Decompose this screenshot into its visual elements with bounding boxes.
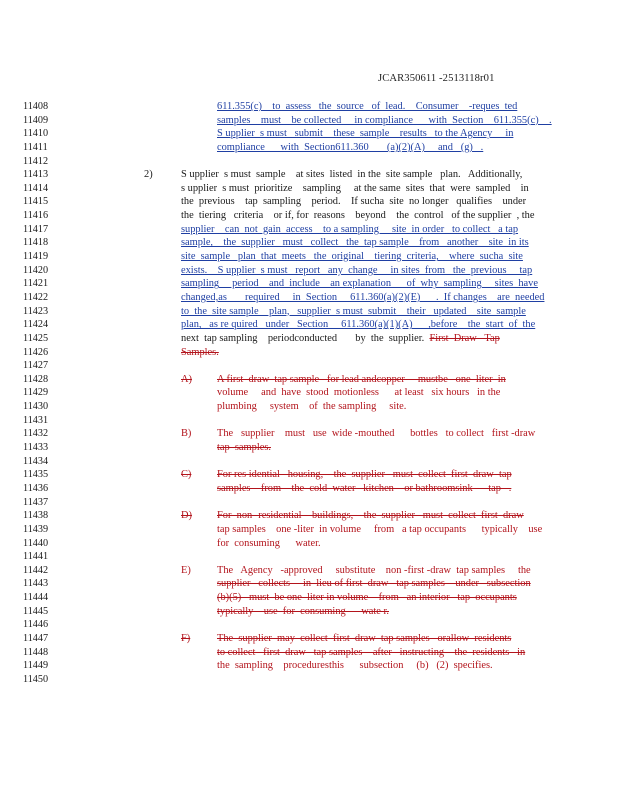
- document-line: [0, 400, 618, 414]
- line-number: 11419: [23, 251, 49, 263]
- document-line: [0, 496, 618, 510]
- document-line: [0, 441, 618, 455]
- line-number: 11414: [23, 182, 49, 194]
- body-text: tap samples one -liter in volume from a tap occupants typically use: [217, 523, 543, 535]
- document-line: [0, 346, 618, 360]
- line-number: 11449: [23, 660, 49, 672]
- line-text: [181, 168, 522, 182]
- line-number: 11413: [23, 169, 49, 181]
- line-number: 11436: [23, 482, 49, 494]
- line-number: 11429: [23, 387, 49, 399]
- line-text: [181, 182, 529, 196]
- line-text: [217, 605, 389, 619]
- line-number: 11433: [23, 442, 49, 454]
- line-text: [217, 114, 552, 128]
- line-text: [181, 291, 544, 305]
- list-marker: F): [181, 632, 191, 644]
- line-text: [217, 386, 500, 400]
- line-number: 11412: [23, 155, 49, 167]
- document-line: [0, 168, 618, 182]
- line-text: [181, 346, 219, 360]
- document-line: [0, 591, 618, 605]
- line-number: 11420: [23, 264, 49, 276]
- body-text: The supplier must use wide -mouthed bottles to collect first -draw: [217, 428, 536, 440]
- inserted-text: changed,as required in Section 611.360(a)(2)(E) . If changes are needed: [181, 291, 545, 303]
- document-body: [0, 100, 618, 687]
- line-number: 11435: [23, 469, 49, 481]
- body-text: next tap sampling periodconducted by the supplier.: [181, 332, 430, 344]
- line-number: 11448: [23, 646, 49, 658]
- line-number: 11426: [23, 346, 49, 358]
- line-number: 11416: [23, 210, 49, 222]
- document-line: [0, 509, 618, 523]
- inserted-text: exists. S upplier s must report any change in sites from the previous tap: [181, 264, 533, 276]
- line-number: 11437: [23, 496, 49, 508]
- inserted-text: to the site sample plan, supplier s must submit their updated site sample: [181, 305, 526, 317]
- line-text: [217, 646, 525, 660]
- line-number: 11410: [23, 128, 49, 140]
- document-line: [0, 114, 618, 128]
- line-text: [181, 223, 518, 237]
- deleted-text: typically use for consuming wate r.: [217, 605, 389, 617]
- body-text: for consuming water.: [217, 537, 321, 549]
- document-line: [0, 605, 618, 619]
- line-text: [181, 195, 526, 209]
- list-marker: 2): [144, 169, 153, 181]
- line-text: [217, 564, 531, 578]
- deleted-text: supplier collects in lieu of first draw tap samples under subsection: [217, 578, 531, 590]
- list-marker: C): [181, 469, 192, 481]
- document-line: [0, 414, 618, 428]
- line-text: [181, 332, 500, 346]
- document-line: [0, 632, 618, 646]
- line-number: 11441: [23, 551, 49, 563]
- document-line: [0, 359, 618, 373]
- deleted-text: samples from the cold water kitchen or bathroomsink tap .: [217, 482, 512, 494]
- line-number: 11408: [23, 101, 49, 112]
- line-number: 11431: [23, 414, 49, 426]
- line-number: 11445: [23, 605, 49, 617]
- line-text: [217, 373, 506, 387]
- line-text: [181, 236, 529, 250]
- line-number: 11438: [23, 510, 49, 522]
- line-number: 11450: [23, 673, 49, 685]
- line-number: 11424: [23, 319, 49, 331]
- body-text: volume and have stood motionless at least six hours in the: [217, 387, 501, 399]
- line-number: 11430: [23, 401, 49, 413]
- document-line: [0, 236, 618, 250]
- document-line: [0, 182, 618, 196]
- inserted-text: compliance with Section611.360 (a)(2)(A) and (g) .: [217, 141, 484, 153]
- line-number: 11442: [23, 564, 49, 576]
- inserted-text: S upplier s must submit these sample results to the Agency in: [217, 128, 514, 140]
- line-number: 11411: [23, 141, 48, 153]
- document-line: [0, 427, 618, 441]
- line-text: [217, 400, 406, 414]
- line-number: 11444: [23, 592, 49, 604]
- line-text: [181, 318, 535, 332]
- body-text: plumbing system of the sampling site.: [217, 401, 407, 413]
- line-text: [217, 441, 271, 455]
- line-text: [181, 250, 523, 264]
- document-line: [0, 537, 618, 551]
- line-text: [217, 509, 524, 523]
- inserted-text: sample, the supplier must collect the tap sample from another site in its: [181, 237, 529, 249]
- list-marker: B): [181, 428, 192, 440]
- line-text: [181, 209, 534, 223]
- document-line: [0, 250, 618, 264]
- document-line: [0, 277, 618, 291]
- line-number: 11421: [23, 278, 49, 290]
- document-line: [0, 386, 618, 400]
- document-line: [0, 618, 618, 632]
- deleted-text: A first draw tap sample for lead andcopper mustbe one liter in: [217, 373, 506, 385]
- line-text: [181, 264, 532, 278]
- list-marker: E): [181, 564, 191, 576]
- line-number: 11418: [23, 237, 49, 249]
- line-number: 11434: [23, 455, 49, 467]
- line-number: 11409: [23, 114, 49, 126]
- line-text: [217, 468, 512, 482]
- document-line: [0, 673, 618, 687]
- document-line: [0, 332, 618, 346]
- line-text: [181, 305, 526, 319]
- inserted-text: 611.355(c) to assess the source of lead. Consumer -reques ted: [217, 101, 518, 112]
- deleted-text: The supplier may collect first draw tap samples orallow residents: [217, 632, 512, 644]
- line-text: [217, 523, 542, 537]
- line-text: [181, 277, 538, 291]
- line-number: 11432: [23, 428, 49, 440]
- line-number: 11443: [23, 578, 49, 590]
- document-line: [0, 209, 618, 223]
- body-text: s upplier s must prioritize sampling at the same sites that were sampled in: [181, 182, 529, 194]
- list-marker: D): [181, 510, 192, 522]
- document-line: [0, 482, 618, 496]
- deleted-text: For res idential housing, the supplier must collect first draw tap: [217, 469, 512, 481]
- line-text: [217, 127, 513, 141]
- document-line: [0, 550, 618, 564]
- line-text: [217, 482, 511, 496]
- document-line: [0, 564, 618, 578]
- line-number: 11439: [23, 523, 49, 535]
- document-line: [0, 646, 618, 660]
- line-number: 11427: [23, 360, 49, 372]
- line-number: 11425: [23, 332, 49, 344]
- document-line: [0, 305, 618, 319]
- body-text: S upplier s must sample at sites listed in the site sample plan. Additionally,: [181, 169, 523, 181]
- document-line: [0, 141, 618, 155]
- line-text: [217, 591, 517, 605]
- line-text: [217, 577, 531, 591]
- document-line: [0, 127, 618, 141]
- document-line: [0, 468, 618, 482]
- deleted-text: tap samples.: [217, 442, 271, 454]
- line-text: [217, 659, 493, 673]
- deleted-text: For non -residential buildings, the supplier must collect first draw: [217, 510, 524, 522]
- document-line: [0, 455, 618, 469]
- line-number: 11428: [23, 373, 49, 385]
- document-line: [0, 100, 618, 114]
- line-text: [217, 632, 511, 646]
- inserted-text: supplier can not gain access to a sampling site in order to collect a tap: [181, 223, 519, 235]
- document-line: [0, 264, 618, 278]
- document-line: [0, 223, 618, 237]
- deleted-text: (b)(5) must be one liter in volume from an interior tap occupants: [217, 592, 517, 604]
- body-text: the sampling proceduresthis subsection (b) (2) specifies.: [217, 660, 493, 672]
- line-text: [217, 141, 483, 155]
- document-line: [0, 523, 618, 537]
- line-number: 11417: [23, 223, 49, 235]
- line-number: 11423: [23, 305, 49, 317]
- line-text: [217, 427, 535, 441]
- document-line: [0, 318, 618, 332]
- body-text: the previous tap sampling period. If sucha site no longer qualifies under: [181, 196, 527, 208]
- line-text: [217, 537, 321, 551]
- inserted-text: sampling period and include an explanation of why sampling sites have: [181, 278, 538, 290]
- inserted-text: plan, as re quired under Section 611.360(a)(1)(A) ,before the start of the: [181, 319, 536, 331]
- document-line: [0, 659, 618, 673]
- deleted-text: Samples.: [181, 346, 219, 358]
- inserted-text: samples must be collected in compliance with Section 611.355(c) .: [217, 114, 552, 126]
- line-number: 11440: [23, 537, 49, 549]
- inserted-text: site sample plan that meets the original tiering criteria, where sucha site: [181, 251, 523, 263]
- list-marker: A): [181, 373, 192, 385]
- document-line: [0, 577, 618, 591]
- document-line: [0, 291, 618, 305]
- document-header-id: JCAR350611 -2513118r01: [378, 73, 495, 84]
- body-text: the tiering criteria or if, for reasons beyond the control of the supplier , the: [181, 210, 535, 222]
- document-line: [0, 373, 618, 387]
- line-number: 11446: [23, 619, 49, 631]
- line-text: [217, 100, 517, 114]
- deleted-text: First Draw Tap: [429, 332, 500, 344]
- line-number: 11415: [23, 196, 49, 208]
- document-line: [0, 155, 618, 169]
- deleted-text: to collect first draw tap samples after instructing the residents in: [217, 646, 526, 658]
- body-text: The Agency -approved substitute non -first -draw tap samples the: [217, 564, 531, 576]
- document-line: [0, 195, 618, 209]
- line-number: 11447: [23, 632, 49, 644]
- line-number: 11422: [23, 291, 49, 303]
